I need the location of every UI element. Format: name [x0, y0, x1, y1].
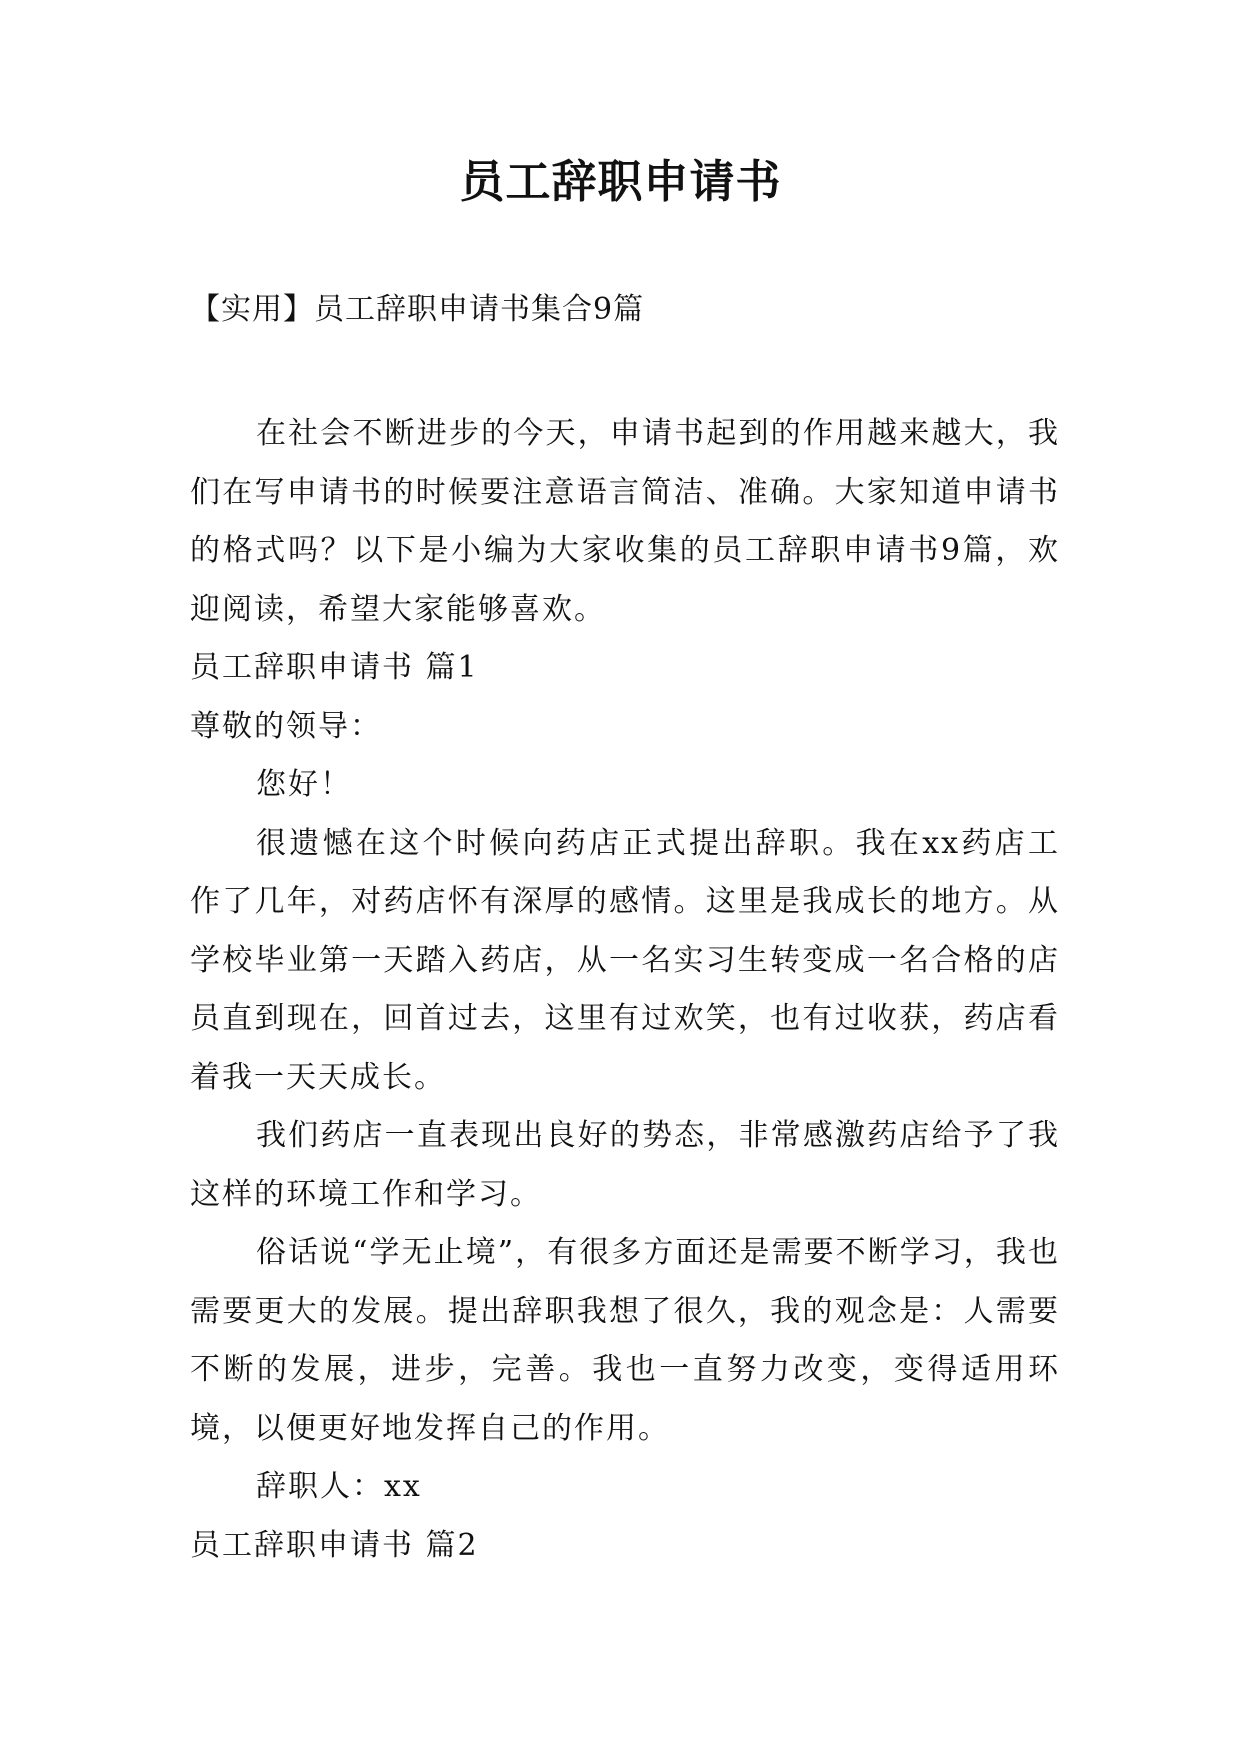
body-paragraph: 很遗憾在这个时候向药店正式提出辞职。我在xx药店工作了几年，对药店怀有深厚的感情。这里是我成长的地方。从学校毕业第一天踏入药店，从一名实习生转变成一名合格的店员直到现在，回首过去，这里有过欢笑，也有过收获，药店看着我一天天成长。: [190, 825, 1060, 1095]
signature-line: 辞职人：xx: [256, 1469, 422, 1504]
intro-paragraph: 在社会不断进步的今天，申请书起到的作用越来越大，我们在写申请书的时候要注意语言简洁、准确。大家知道申请书的格式吗？以下是小编为大家收集的员工辞职申请书9篇，欢迎阅读，希望大家能够喜欢。: [190, 416, 1060, 627]
document-subtitle: 【实用】员工辞职申请书集合9篇: [190, 292, 645, 327]
body-paragraph: 俗话说“学无止境”，有很多方面还是需要不断学习，我也需要更大的发展。提出辞职我想了很久，我的观念是：人需要不断的发展，进步，完善。我也一直努力改变，变得适用环境，以便更好地发挥自己的作用。: [190, 1235, 1060, 1446]
section-heading-1: 员工辞职申请书 篇1: [190, 650, 479, 685]
salutation: 尊敬的领导：: [190, 708, 382, 744]
greeting: 您好！: [256, 767, 352, 802]
document-body: [190, 405, 1060, 1575]
body-paragraph: 我们药店一直表现出良好的势态，非常感激药店给予了我这样的环境工作和学习。: [190, 1118, 1060, 1212]
section-heading-2: 员工辞职申请书 篇2: [190, 1527, 479, 1563]
document-title: 员工辞职申请书: [459, 155, 782, 208]
